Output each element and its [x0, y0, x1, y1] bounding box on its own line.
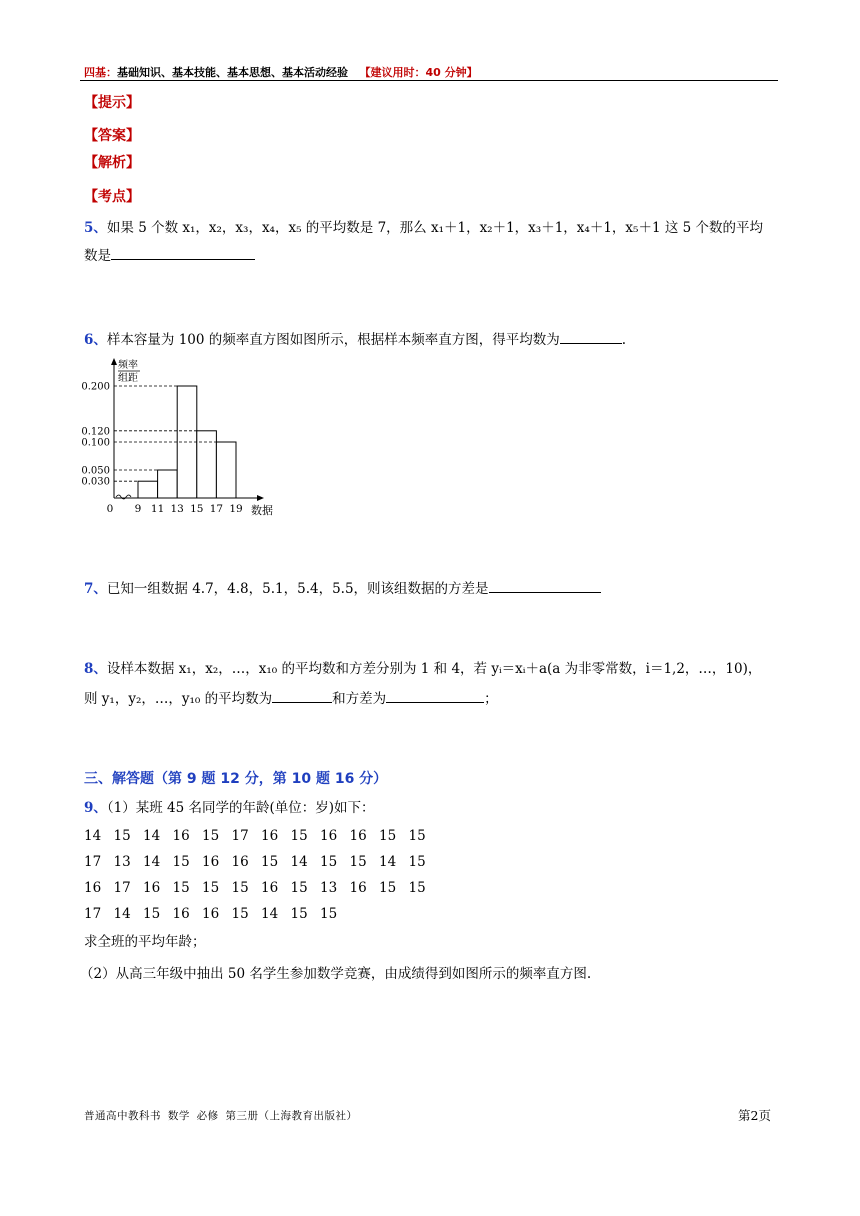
age-value: 15	[290, 880, 308, 896]
x-tick-label: 9	[134, 503, 142, 515]
y-axis-label-top: 频率	[118, 360, 138, 371]
tag-hint: 【提示】	[84, 95, 140, 111]
question-8-line2	[84, 687, 498, 711]
age-value: 16	[202, 906, 220, 922]
age-value: 13	[320, 880, 338, 896]
age-value: 13	[113, 854, 131, 870]
q8-line2a: 则 y₁，y₂，…，y₁₀ 的平均数为	[84, 691, 273, 707]
x-tick-label: 11	[150, 503, 165, 515]
q7-text: 已知一组数据 4.7，4.8，5.1，5.4，5.5，则该组数据的方差是	[106, 581, 489, 597]
header-main: 基础知识、基本技能、基本思想、基本活动经验	[117, 66, 348, 79]
histogram-bar	[197, 431, 217, 498]
y-tick-label: 0.100	[81, 437, 110, 449]
x-axis-arrow	[257, 495, 264, 501]
question-8	[84, 657, 761, 681]
x-tick-label: 0	[106, 503, 114, 515]
age-row	[84, 854, 438, 880]
age-value: 15	[113, 828, 131, 844]
q8-mean-blank[interactable]	[272, 688, 332, 703]
age-value: 15	[202, 828, 220, 844]
q9-number: 9、	[84, 800, 107, 816]
q9-age-table	[84, 828, 438, 932]
age-value: 15	[290, 906, 308, 922]
age-value: 15	[349, 854, 367, 870]
age-value: 16	[172, 828, 190, 844]
q7-number: 7、	[84, 581, 107, 597]
age-value: 15	[320, 854, 338, 870]
q5-line1: 如果 5 个数 x₁，x₂，x₃，x₄，x₅ 的平均数是 7，那么 x₁＋1，x₂＋1，x₃＋1，x₄＋1，x₅＋1 这 5 个数的平均	[106, 220, 763, 236]
q8-variance-blank[interactable]	[386, 688, 484, 703]
q8-line2b: 和方差为	[332, 691, 387, 707]
age-value: 17	[113, 880, 131, 896]
age-value: 15	[320, 906, 338, 922]
age-value: 16	[261, 880, 279, 896]
y-axis-arrow	[111, 358, 117, 365]
age-value: 15	[379, 828, 397, 844]
age-value: 16	[84, 880, 102, 896]
age-value: 14	[143, 854, 161, 870]
q9-part1: （1）某班 45 名同学的年龄(单位：岁)如下：	[106, 800, 375, 816]
histogram-plot	[81, 358, 273, 517]
age-value: 14	[143, 828, 161, 844]
age-row	[84, 906, 438, 932]
header-prefix: 四基：	[84, 66, 117, 79]
y-tick-label: 0.030	[81, 476, 110, 488]
header-rule	[80, 80, 778, 81]
footer-book-info: 普通高中教科书 数学 必修 第三册（上海教育出版社）	[84, 1110, 358, 1122]
y-tick-label: 0.120	[81, 426, 110, 438]
age-value: 16	[231, 854, 249, 870]
age-value: 15	[143, 906, 161, 922]
x-tick-label: 17	[209, 503, 224, 515]
y-tick-label: 0.050	[81, 465, 110, 477]
x-axis-label: 数据	[251, 504, 273, 517]
frequency-histogram	[76, 356, 276, 518]
age-value: 14	[290, 854, 308, 870]
q5-number: 5、	[84, 220, 107, 236]
y-tick-label: 0.200	[81, 381, 110, 393]
age-value: 16	[143, 880, 161, 896]
question-7	[84, 577, 601, 601]
q6-number: 6、	[84, 332, 107, 348]
age-value: 15	[231, 906, 249, 922]
header-time: 【建议用时：40 分钟】	[359, 66, 478, 79]
age-value: 15	[261, 854, 279, 870]
age-value: 16	[202, 854, 220, 870]
x-tick-label: 19	[229, 503, 243, 515]
age-row	[84, 828, 438, 854]
age-value: 14	[113, 906, 131, 922]
q9-part2: （2）从高三年级中抽出 50 名学生参加数学竞赛，由成绩得到如图所示的频率直方图.	[80, 966, 592, 982]
age-row	[84, 880, 438, 906]
section-3-title: 三、解答题（第 9 题 12 分，第 10 题 16 分）	[84, 771, 388, 787]
x-tick-label: 15	[190, 503, 204, 515]
page-header	[84, 64, 478, 80]
histogram-bar	[158, 470, 178, 498]
age-value: 17	[84, 854, 102, 870]
y-axis-label-bottom: 组距	[118, 373, 138, 384]
age-value: 15	[231, 880, 249, 896]
age-value: 15	[172, 880, 190, 896]
age-value: 17	[231, 828, 249, 844]
age-value: 14	[261, 906, 279, 922]
age-value: 16	[172, 906, 190, 922]
tag-answer: 【答案】	[84, 128, 140, 144]
q8-number: 8、	[84, 661, 107, 677]
histogram-bar	[216, 442, 236, 498]
tag-point: 【考点】	[84, 189, 140, 205]
question-9	[84, 796, 375, 820]
age-value: 16	[349, 828, 367, 844]
q5-answer-blank[interactable]	[111, 245, 255, 260]
page-number: 第2页	[738, 1108, 771, 1123]
age-value: 17	[84, 906, 102, 922]
question-5-line2	[84, 244, 255, 268]
age-value: 15	[172, 854, 190, 870]
tag-analysis: 【解析】	[84, 155, 140, 171]
age-value: 15	[290, 828, 308, 844]
question-5	[84, 216, 763, 240]
q9-ask: 求全班的平均年龄；	[84, 934, 206, 950]
age-value: 15	[408, 854, 426, 870]
age-value: 14	[84, 828, 102, 844]
q8-line2c: ；	[484, 691, 498, 707]
age-value: 14	[379, 854, 397, 870]
age-value: 16	[349, 880, 367, 896]
x-tick-label: 13	[170, 503, 184, 515]
age-value: 15	[408, 880, 426, 896]
q7-answer-blank[interactable]	[489, 578, 601, 593]
age-rows	[84, 828, 438, 932]
age-value: 16	[261, 828, 279, 844]
q6-answer-blank[interactable]	[560, 329, 622, 344]
age-value: 15	[379, 880, 397, 896]
histogram-bar	[138, 481, 158, 498]
q6-text: 样本容量为 100 的频率直方图如图所示，根据样本频率直方图，得平均数为	[106, 332, 560, 348]
question-6	[84, 328, 626, 352]
q5-line2: 数是	[84, 248, 111, 264]
age-value: 15	[408, 828, 426, 844]
age-value: 16	[320, 828, 338, 844]
q8-line1: 设样本数据 x₁，x₂，…，x₁₀ 的平均数和方差分别为 1 和 4，若 yᵢ＝xᵢ＋a(a 为非零常数，i＝1,2，…，10)，	[106, 661, 762, 677]
q6-end: .	[621, 332, 627, 348]
age-value: 15	[202, 880, 220, 896]
